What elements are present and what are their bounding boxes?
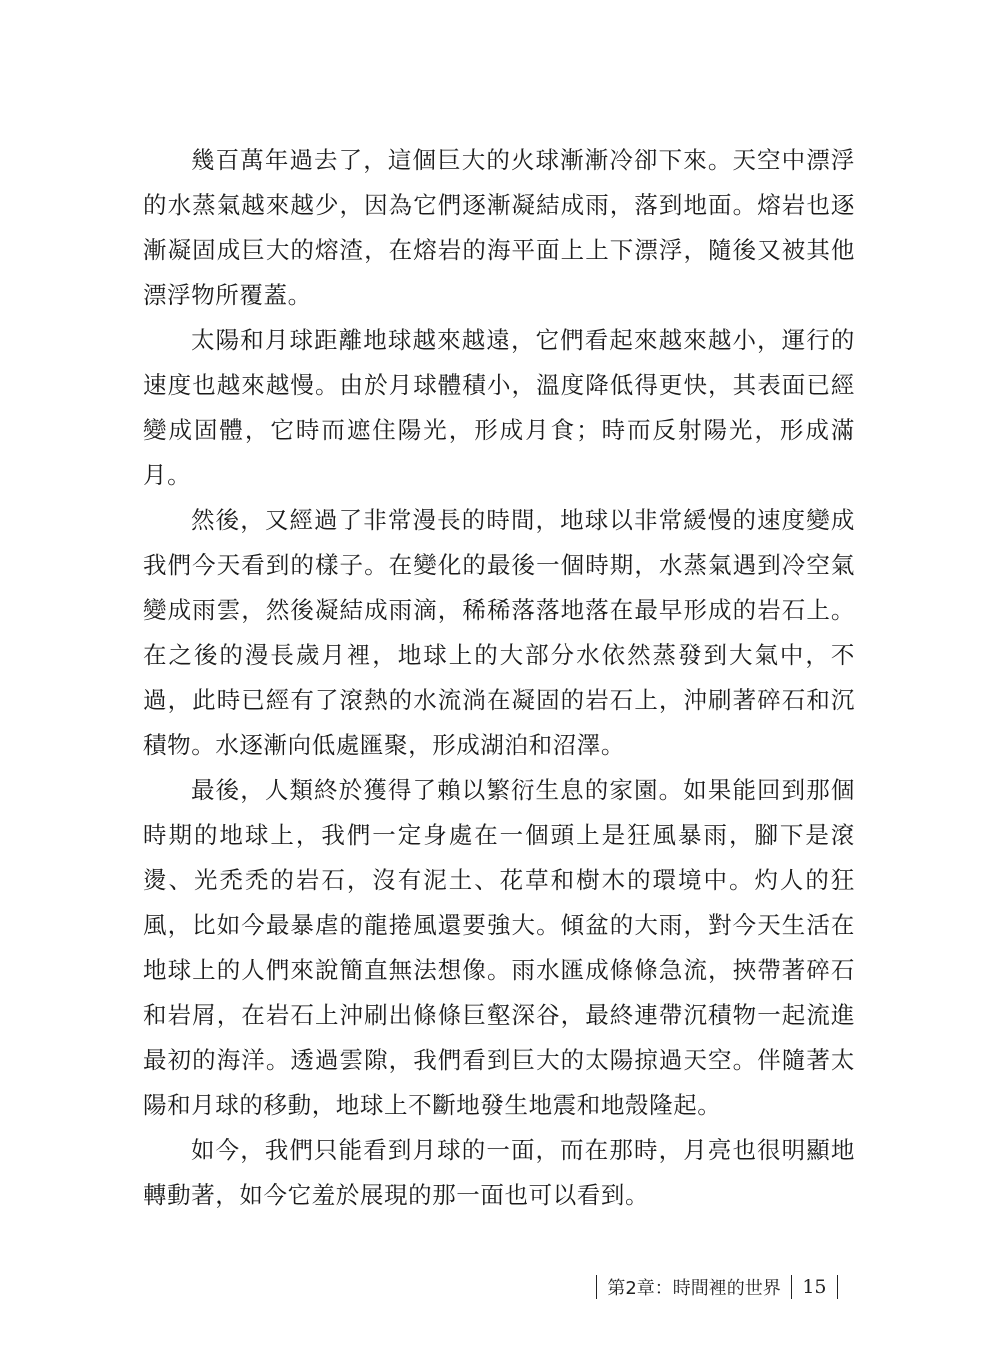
paragraph-3: 然後，又經過了非常漫長的時間，地球以非常緩慢的速度變成我們今天看到的樣子。在變化的最後一個時期，水蒸氣遇到冷空氣變成雨雲，然後凝結成雨滴，稀稀落落地落在最早形成的岩石上。在之後的漫長歲月裡，地球上的大部分水依然蒸發到大氣中，不過，此時已經有了滾熱的水流淌在凝固的岩石上，沖刷著碎石和沉積物。水逐漸向低處匯聚，形成湖泊和沼澤。 bbox=[143, 506, 855, 759]
body-text bbox=[143, 138, 855, 1218]
chapter-title: 第2章：時間裡的世界 bbox=[607, 1278, 781, 1299]
footer-divider-left bbox=[596, 1275, 598, 1299]
paragraph-5: 如今，我們只能看到月球的一面，而在那時，月亮也很明顯地轉動著，如今它羞於展現的那一面也可以看到。 bbox=[143, 1136, 855, 1209]
footer-divider-middle bbox=[791, 1275, 793, 1299]
page-footer bbox=[586, 1272, 848, 1302]
footer-divider-right bbox=[837, 1275, 839, 1299]
page-number: 15 bbox=[802, 1276, 827, 1298]
paragraph-1: 幾百萬年過去了，這個巨大的火球漸漸冷卻下來。天空中漂浮的水蒸氣越來越少，因為它們逐漸凝結成雨，落到地面。熔岩也逐漸凝固成巨大的熔渣，在熔岩的海平面上上下漂浮，隨後又被其他漂浮物所覆蓋。 bbox=[143, 146, 855, 309]
paragraph-4: 最後，人類終於獲得了賴以繁衍生息的家園。如果能回到那個時期的地球上，我們一定身處在一個頭上是狂風暴雨，腳下是滾燙、光禿禿的岩石，沒有泥土、花草和樹木的環境中。灼人的狂風，比如今最暴虐的龍捲風還要強大。傾盆的大雨，對今天生活在地球上的人們來說簡直無法想像。雨水匯成條條急流，挾帶著碎石和岩屑，在岩石上沖刷出條條巨壑深谷，最終連帶沉積物一起流進最初的海洋。透過雲隙，我們看到巨大的太陽掠過天空。伴隨著太陽和月球的移動，地球上不斷地發生地震和地殼隆起。 bbox=[143, 776, 855, 1119]
paragraph-2: 太陽和月球距離地球越來越遠，它們看起來越來越小，運行的速度也越來越慢。由於月球體積小，溫度降低得更快，其表面已經變成固體，它時而遮住陽光，形成月食；時而反射陽光，形成滿月。 bbox=[143, 326, 855, 489]
